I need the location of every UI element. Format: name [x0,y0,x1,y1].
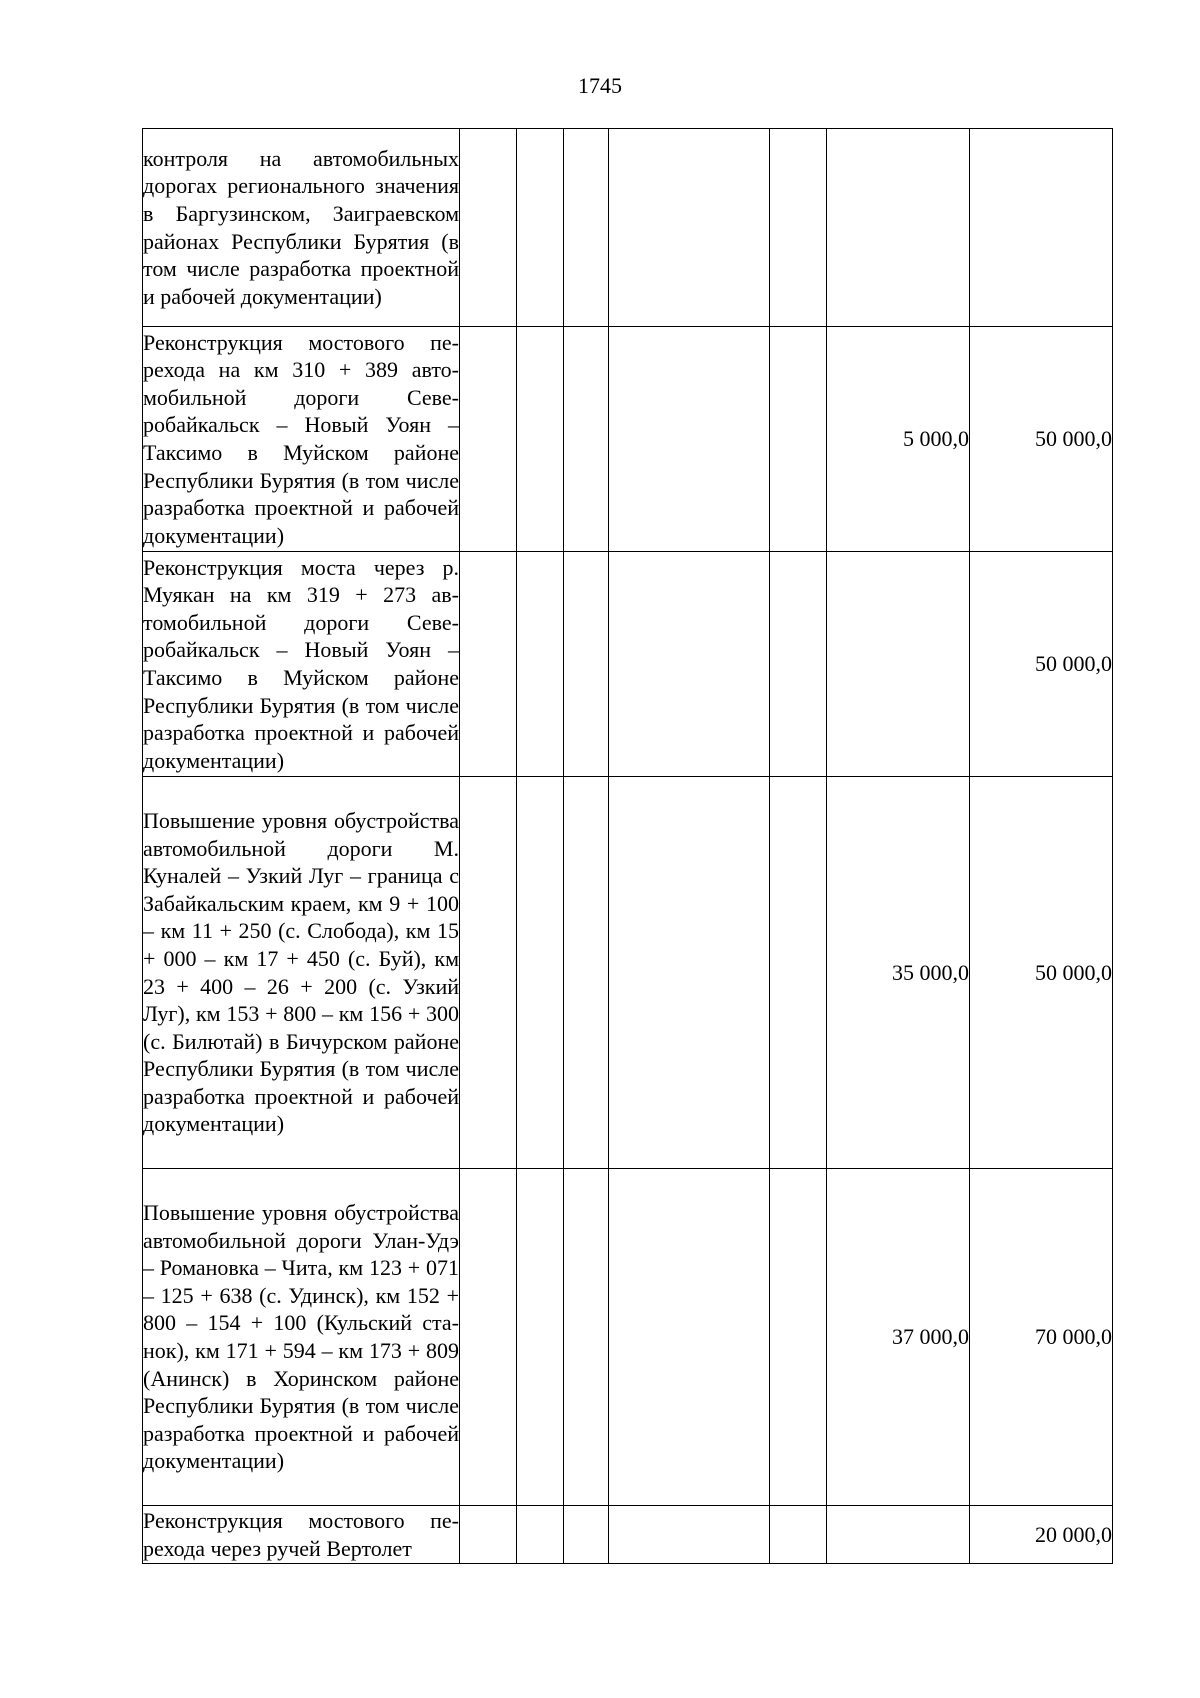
empty-cell [460,1506,517,1564]
empty-cell [770,1169,827,1506]
empty-cell [770,777,827,1169]
table-row [143,327,1113,552]
table-row [143,777,1113,1169]
budget-table [142,128,1113,1564]
empty-cell [770,129,827,327]
empty-cell [517,1506,564,1564]
value-cell-b: 70 000,0 [970,1169,1113,1506]
description-cell: Реконструкция мостового перехода через ручей Вертолет [143,1506,460,1564]
empty-cell [517,552,564,777]
description-cell: Повышение уровня обустройства автомобильной дороги Улан-Удэ – Романовка – Чита, км 123 + 071 – 125 + 638 (с. Удинск), км 152 + 800 – 154 + 100 (Кульский станок), км 171 + 594 – км 173 + 809 (Анинск) в Хоринском районе Республики Бурятия (в том числе разработка проектной и рабочей документации) [143,1169,460,1506]
empty-cell [770,1506,827,1564]
table-row [143,1169,1113,1506]
empty-cell [517,129,564,327]
value-cell-b: 50 000,0 [970,777,1113,1169]
table-row [143,552,1113,777]
empty-cell [460,1169,517,1506]
value-cell-b: 50 000,0 [970,327,1113,552]
value-cell-a: 35 000,0 [827,777,970,1169]
empty-cell [564,327,609,552]
empty-cell [609,1169,770,1506]
empty-cell [460,129,517,327]
empty-cell [460,327,517,552]
empty-cell [564,1169,609,1506]
description-cell: Реконструкция моста через р. Муякан на км 319 + 273 автомобильной дороги Северобайкальск – Новый Уоян – Таксимо в Муйском районе Республики Бурятия (в том числе разработка проектной и рабочей документации) [143,552,460,777]
empty-cell [517,777,564,1169]
empty-cell [609,1506,770,1564]
empty-cell [564,129,609,327]
empty-cell [460,552,517,777]
empty-cell [564,777,609,1169]
value-cell-a [827,129,970,327]
value-cell-a: 5 000,0 [827,327,970,552]
table-row [143,129,1113,327]
empty-cell [564,552,609,777]
value-cell-b: 20 000,0 [970,1506,1113,1564]
description-cell: контроля на автомобильных дорогах регионального значения в Баргузинском, Заиграевском районах Республики Бурятия (в том числе разработка проектной и рабочей документации) [143,129,460,327]
value-cell-b: 50 000,0 [970,552,1113,777]
description-cell: Повышение уровня обустройства автомобильной дороги М. Куналей – Узкий Луг – граница с Забайкальским краем, км 9 + 100 – км 11 + 250 (с. Слобода), км 15 + 000 – км 17 + 450 (с. Буй), км 23 + 400 – 26 + 200 (с. Узкий Луг), км 153 + 800 – км 156 + 300 (с. Билютай) в Бичурском районе Республики Бурятия (в том числе разработка проектной и рабочей документации) [143,777,460,1169]
value-cell-a: 37 000,0 [827,1169,970,1506]
empty-cell [770,552,827,777]
value-cell-a [827,1506,970,1564]
page-number: 1745 [578,73,622,98]
empty-cell [770,327,827,552]
empty-cell [517,1169,564,1506]
empty-cell [609,327,770,552]
value-cell-b [970,129,1113,327]
empty-cell [609,129,770,327]
value-cell-a [827,552,970,777]
empty-cell [564,1506,609,1564]
description-cell: Реконструкция мостового перехода на км 310 + 389 автомобильной дороги Северобайкальск – Новый Уоян – Таксимо в Муйском районе Республики Бурятия (в том числе разработка проектной и рабочей документации) [143,327,460,552]
empty-cell [517,327,564,552]
empty-cell [609,552,770,777]
empty-cell [609,777,770,1169]
table-row [143,1506,1113,1564]
empty-cell [460,777,517,1169]
